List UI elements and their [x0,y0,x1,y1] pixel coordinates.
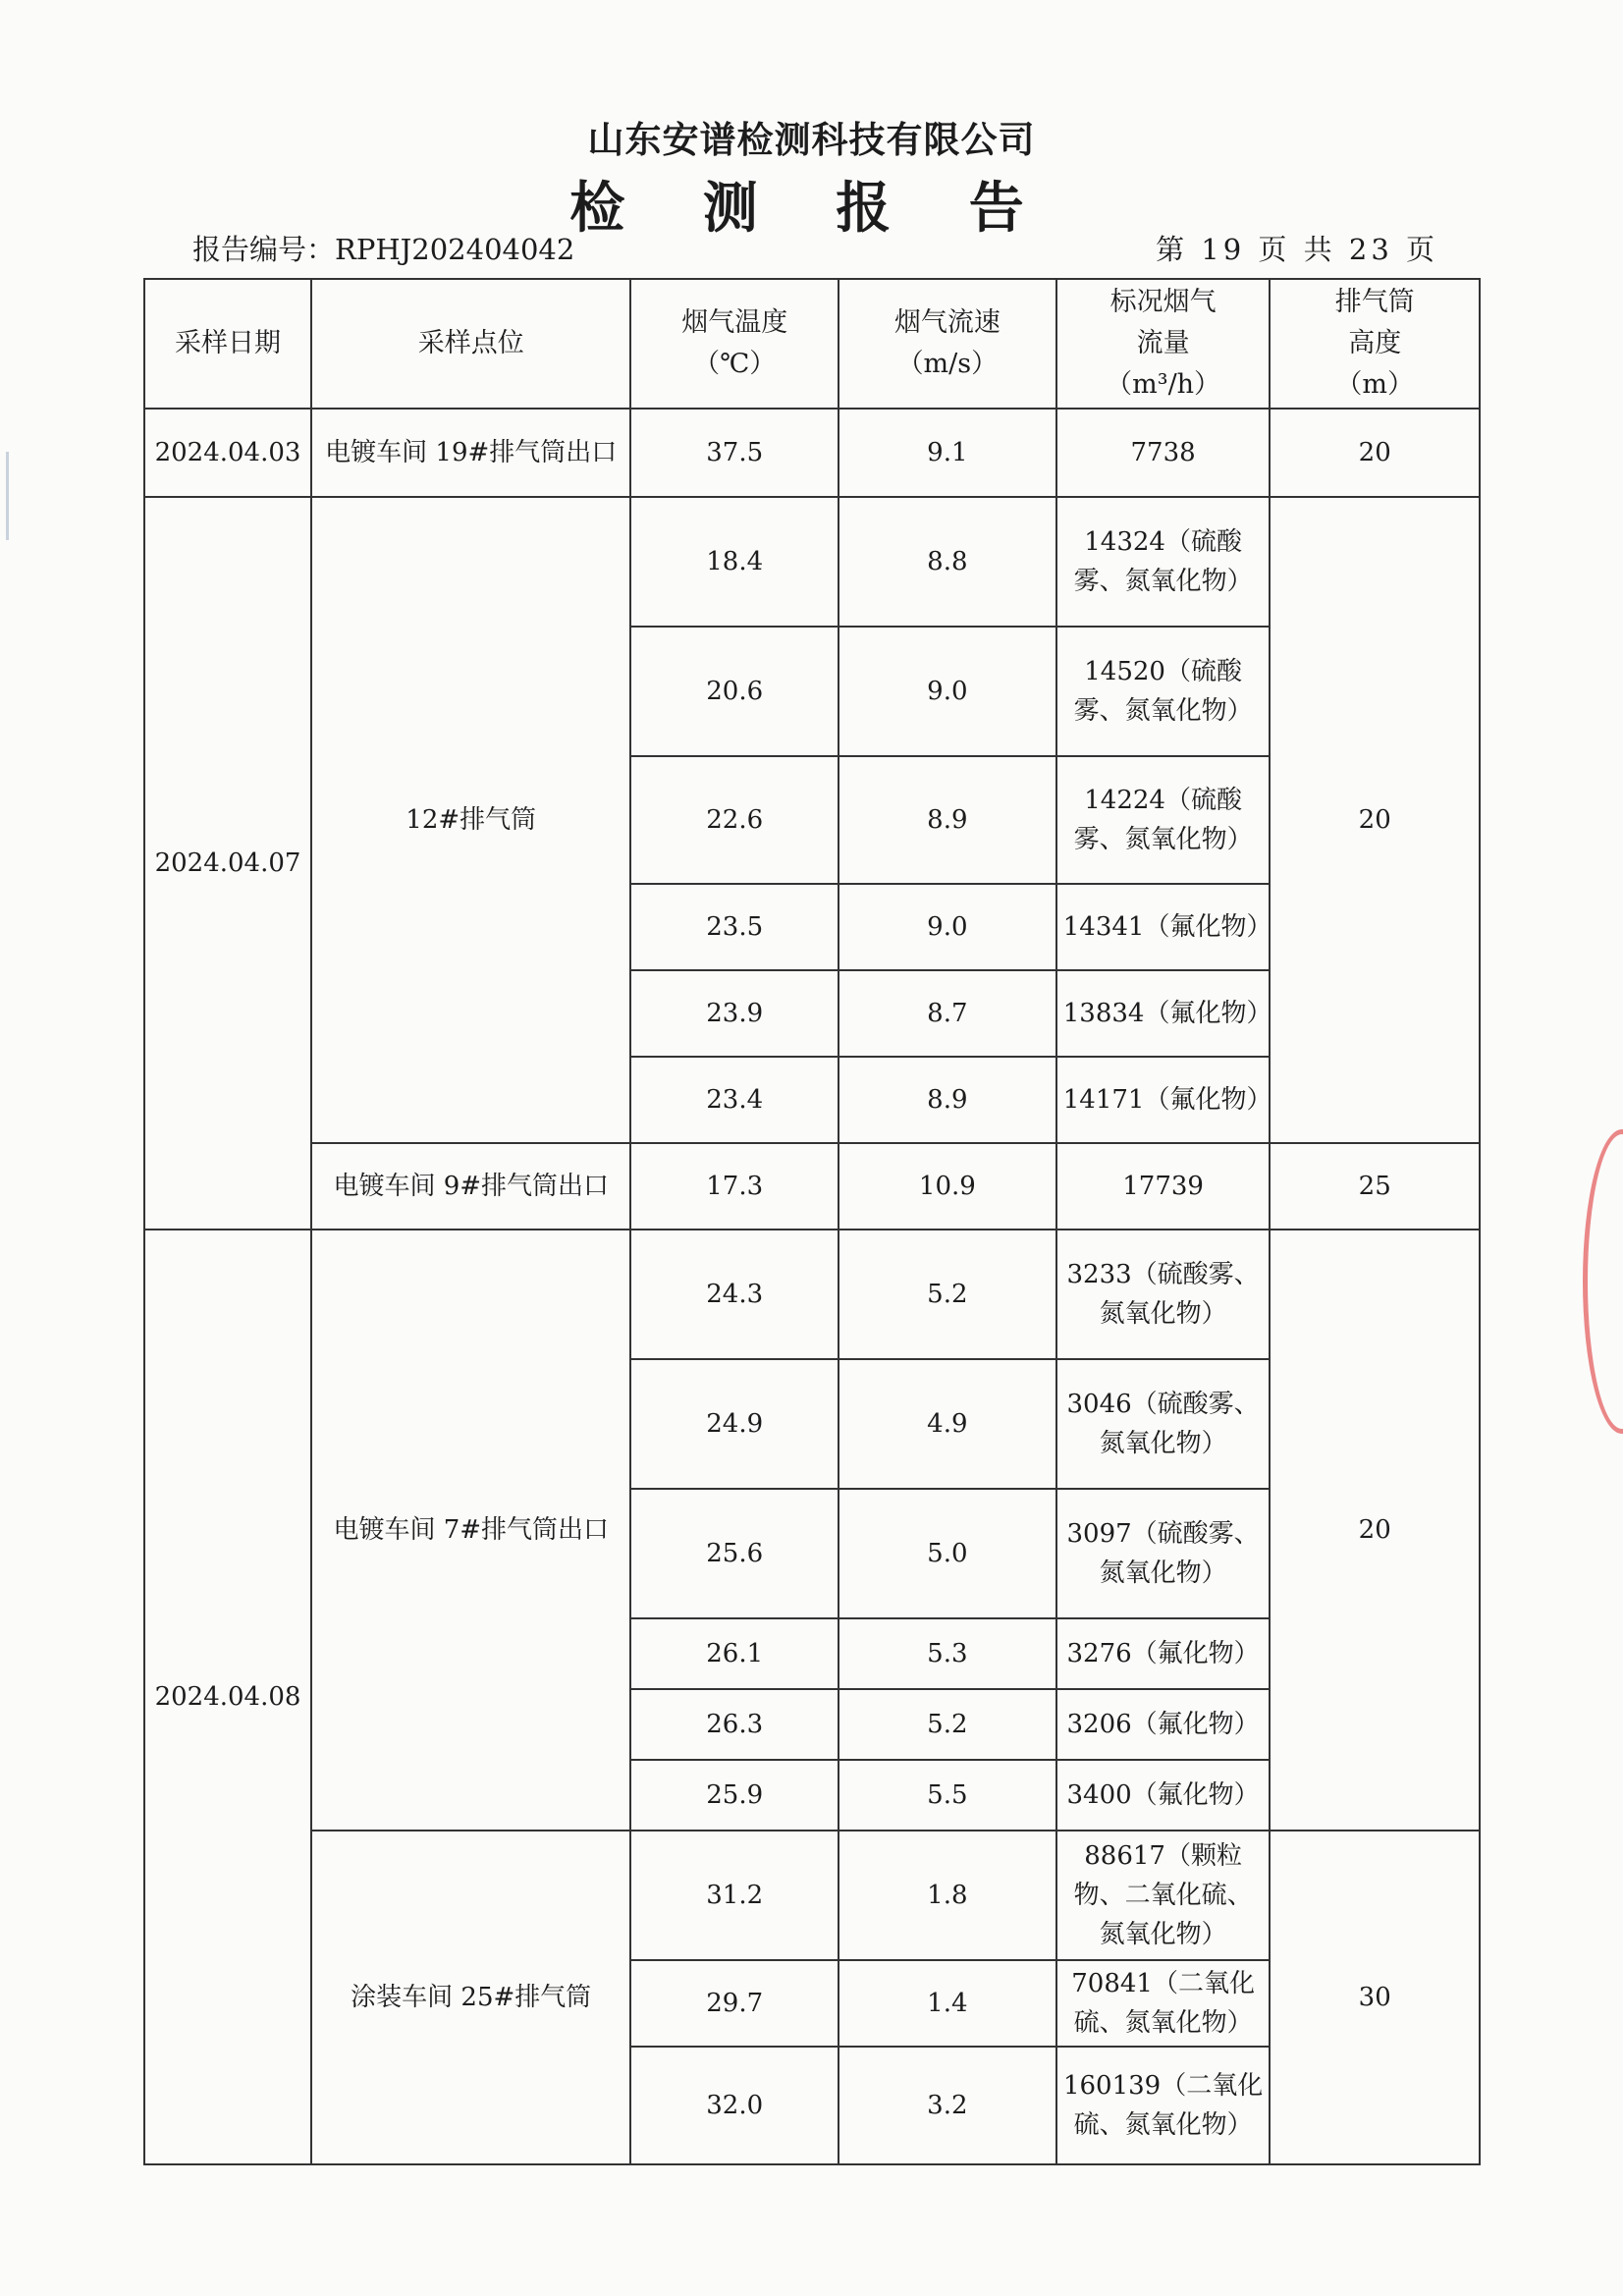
temperature-cell: 23.4 [630,1057,838,1143]
velocity-cell: 9.1 [839,409,1056,497]
flow-cell: 88617（颗粒物、二氧化硫、氮氧化物） [1056,1831,1271,1960]
flow-cell: 14224（硫酸雾、氮氧化物） [1056,756,1271,884]
flow-cell: 7738 [1056,409,1271,497]
exhaust-measurement-table [143,278,1481,2165]
header-velocity-label: 烟气流速 [893,307,1001,339]
velocity-cell: 8.9 [839,756,1056,884]
location-cell: 电镀车间 7#排气筒出口 [311,1230,630,1831]
header-flow-unit: （m³/h） [1106,368,1221,400]
velocity-cell: 5.0 [839,1489,1056,1618]
velocity-cell: 5.2 [839,1230,1056,1359]
header-flow-label-1: 标况烟气 [1109,287,1217,318]
flow-cell: 3046（硫酸雾、氮氧化物） [1056,1359,1271,1489]
flow-cell: 14341（氟化物） [1056,884,1271,970]
temperature-cell: 24.9 [630,1359,838,1489]
flow-cell: 3400（氟化物） [1056,1760,1271,1831]
date-cell: 2024.04.03 [144,409,311,497]
temperature-cell: 31.2 [630,1831,838,1960]
velocity-cell: 3.2 [839,2047,1056,2164]
velocity-cell: 8.9 [839,1057,1056,1143]
header-velocity [839,279,1056,409]
flow-cell: 3233（硫酸雾、氮氧化物） [1056,1230,1271,1359]
velocity-cell: 9.0 [839,884,1056,970]
header-location: 采样点位 [311,279,630,409]
report-title: 检 测 报 告 [569,176,1054,241]
height-cell: 20 [1270,497,1480,1143]
temperature-cell: 24.3 [630,1230,838,1359]
temperature-cell: 26.1 [630,1618,838,1689]
height-cell: 20 [1270,409,1480,497]
page-number: 第 19 页 共 23 页 [1156,233,1438,266]
velocity-cell: 5.3 [839,1618,1056,1689]
temperature-cell: 25.6 [630,1489,838,1618]
flow-cell: 14520（硫酸雾、氮氧化物） [1056,627,1271,756]
location-cell: 电镀车间 9#排气筒出口 [311,1143,630,1230]
header-height-unit: （m） [1335,368,1415,400]
header-height-label-1: 排气筒 [1334,287,1415,318]
velocity-cell: 8.8 [839,497,1056,627]
velocity-cell: 8.7 [839,970,1056,1057]
velocity-cell: 4.9 [839,1359,1056,1489]
temperature-cell: 17.3 [630,1143,838,1230]
temperature-cell: 23.9 [630,970,838,1057]
date-cell: 2024.04.07 [144,497,311,1230]
header-flow-label-2: 流量 [1136,328,1190,359]
temperature-cell: 18.4 [630,497,838,627]
velocity-cell: 1.8 [839,1831,1056,1960]
flow-cell: 13834（氟化物） [1056,970,1271,1057]
height-cell: 20 [1270,1230,1480,1831]
flow-cell: 3276（氟化物） [1056,1618,1271,1689]
temperature-cell: 37.5 [630,409,838,497]
velocity-cell: 10.9 [839,1143,1056,1230]
header-temperature [630,279,838,409]
company-name: 山东安谱检测科技有限公司 [587,118,1036,161]
header-flow [1056,279,1271,409]
header-velocity-unit: （m/s） [896,349,999,379]
flow-cell: 17739 [1056,1143,1271,1230]
velocity-cell: 9.0 [839,627,1056,756]
header-date: 采样日期 [144,279,311,409]
velocity-cell: 1.4 [839,1960,1056,2047]
temperature-cell: 22.6 [630,756,838,884]
table-row [144,409,1480,497]
header-temperature-unit: （℃） [693,349,777,379]
table-row [144,1143,1480,1230]
velocity-cell: 5.2 [839,1689,1056,1760]
red-seal-stamp [1583,1129,1623,1434]
header-height-label-2: 高度 [1348,328,1402,359]
report-number: 报告编号：RPHJ202404042 [192,233,575,266]
scan-artifact [6,452,9,540]
table-header-row [144,279,1480,409]
height-cell: 30 [1270,1831,1480,2164]
temperature-cell: 23.5 [630,884,838,970]
flow-cell: 70841（二氧化硫、氮氧化物） [1056,1960,1271,2047]
temperature-cell: 32.0 [630,2047,838,2164]
temperature-cell: 25.9 [630,1760,838,1831]
temperature-cell: 26.3 [630,1689,838,1760]
flow-cell: 14324（硫酸雾、氮氧化物） [1056,497,1271,627]
location-cell: 电镀车间 19#排气筒出口 [311,409,630,497]
table-row [144,1831,1480,1960]
header-height [1270,279,1480,409]
header-temperature-label: 烟气温度 [681,307,788,339]
temperature-cell: 29.7 [630,1960,838,2047]
location-cell: 涂装车间 25#排气筒 [311,1831,630,2164]
flow-cell: 3206（氟化物） [1056,1689,1271,1760]
flow-cell: 160139（二氧化硫、氮氧化物） [1056,2047,1271,2164]
table-row [144,497,1480,627]
date-cell: 2024.04.08 [144,1230,311,2164]
flow-cell: 3097（硫酸雾、氮氧化物） [1056,1489,1271,1618]
flow-cell: 14171（氟化物） [1056,1057,1271,1143]
temperature-cell: 20.6 [630,627,838,756]
velocity-cell: 5.5 [839,1760,1056,1831]
location-cell: 12#排气筒 [311,497,630,1143]
height-cell: 25 [1270,1143,1480,1230]
table-row [144,1230,1480,1359]
